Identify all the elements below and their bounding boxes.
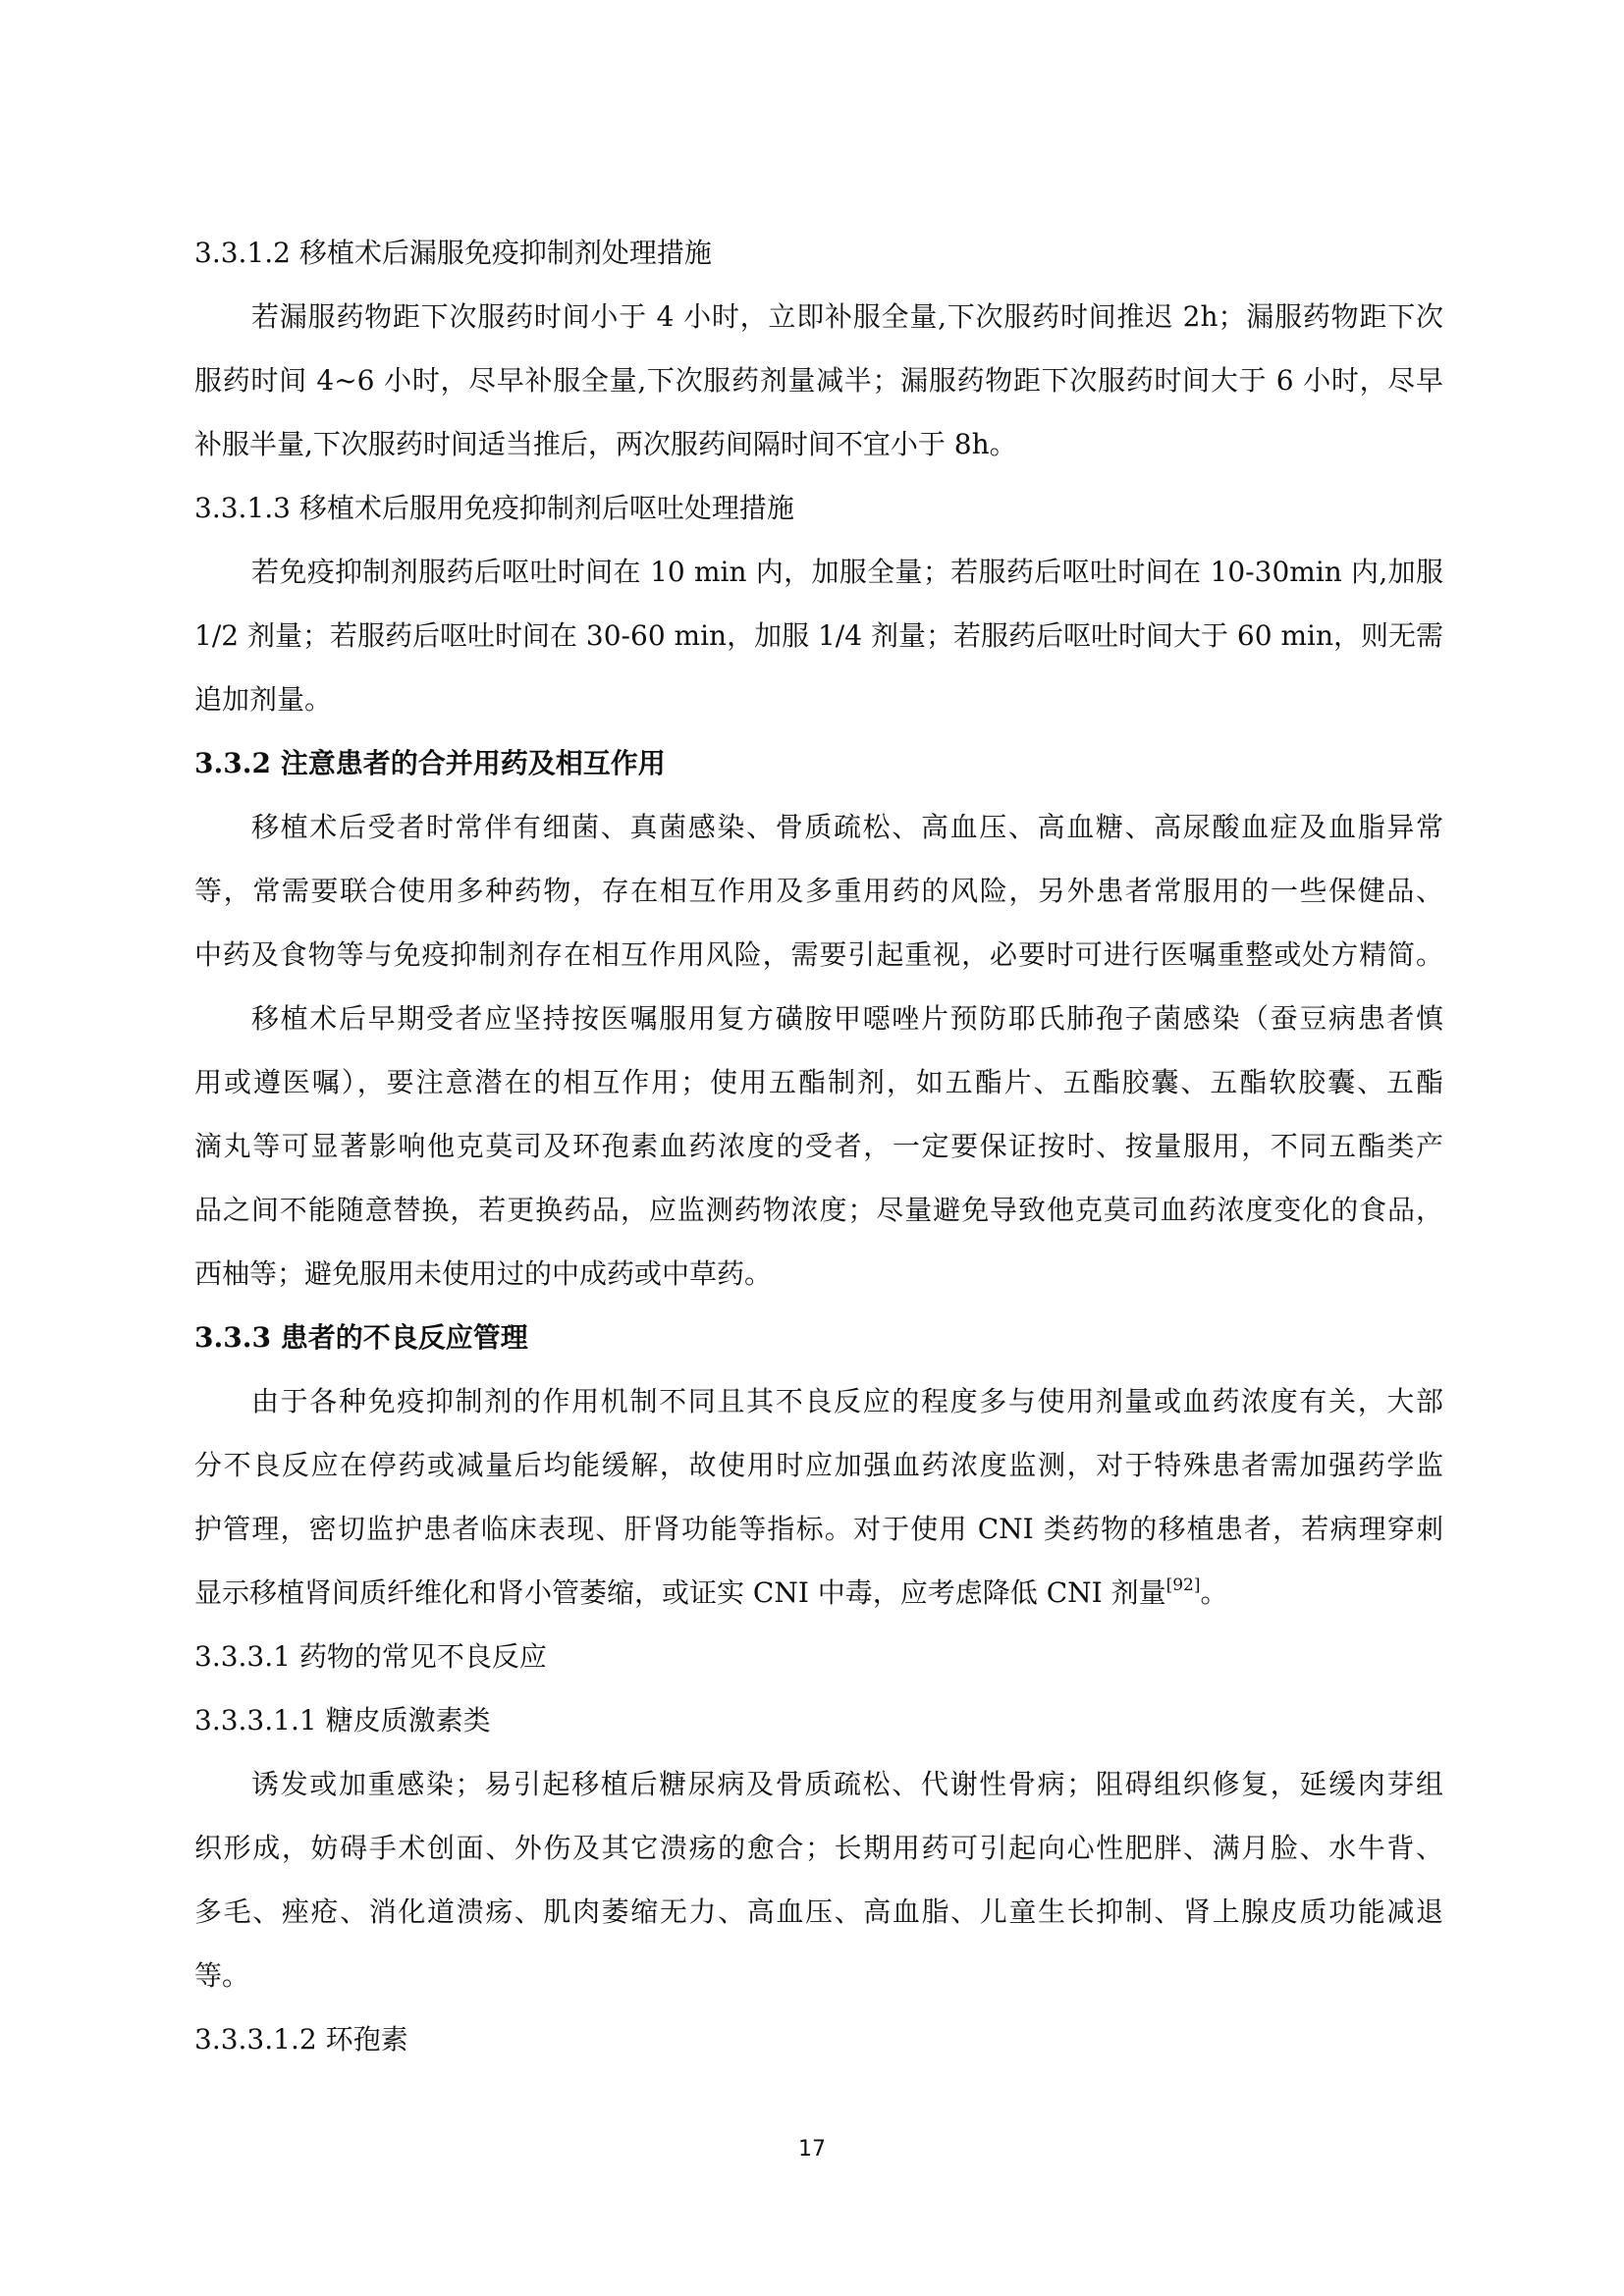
- subsection-heading-3-3-3-1-1: 3.3.3.1.1 糖皮质激素类: [194, 1704, 491, 1736]
- page-body: [194, 221, 1443, 2071]
- page-number: 17: [798, 2137, 826, 2162]
- subsection-heading-3-3-1-2: 3.3.1.2 移植术后漏服免疫抑制剂处理措施: [194, 237, 712, 269]
- paragraph-line: 多毛、痤疮、消化道溃疡、肌肉萎缩无力、高血压、高血脂、儿童生长抑制、肾上腺皮质功能减退: [194, 1896, 1443, 1928]
- paragraph-line: 追加剂量。: [194, 683, 333, 716]
- subsection-heading-3-3-3-1: 3.3.3.1 药物的常见不良反应: [194, 1640, 547, 1673]
- paragraph-line: 移植术后早期受者应坚持按医嘱服用复方磺胺甲噁唑片预防耶氏肺孢子菌感染（蚕豆病患者慎: [251, 1002, 1443, 1035]
- section-heading-3-3-3: 3.3.3 患者的不良反应管理: [194, 1321, 528, 1354]
- paragraph-line: 由于各种免疫抑制剂的作用机制不同且其不良反应的程度多与使用剂量或血药浓度有关，大部: [251, 1385, 1443, 1417]
- paragraph-line: 等，常需要联合使用多种药物，存在相互作用及多重用药的风险，另外患者常服用的一些保健品、: [194, 875, 1443, 907]
- sentence-end: 。: [1200, 1576, 1228, 1609]
- paragraph-line: 用或遵医嘱），要注意潜在的相互作用；使用五酯制剂，如五酯片、五酯胶囊、五酯软胶囊、五酯: [194, 1066, 1443, 1098]
- paragraph-line: 滴丸等可显著影响他克莫司及环孢素血药浓度的受者，一定要保证按时、按量服用，不同五酯类产: [194, 1130, 1443, 1162]
- paragraph-line: 诱发或加重感染；易引起移植后糖尿病及骨质疏松、代谢性骨病；阻碍组织修复，延缓肉芽组: [251, 1768, 1443, 1800]
- paragraph-line: 西柚等；避免服用未使用过的中成药或中草药。: [194, 1257, 773, 1290]
- subsection-heading-3-3-3-1-2: 3.3.3.1.2 环孢素: [194, 2023, 408, 2056]
- paragraph-line-with-citation: [194, 1561, 1443, 1625]
- paragraph-line: 护管理，密切监护患者临床表现、肝肾功能等指标。对于使用 CNI 类药物的移植患者，若病理穿刺: [194, 1513, 1443, 1545]
- paragraph-text: 显示移植肾间质纤维化和肾小管萎缩，或证实 CNI 中毒，应考虑降低 CNI 剂量: [194, 1576, 1166, 1609]
- paragraph-line: 等。: [194, 1959, 250, 1992]
- paragraph-line: 1/2 剂量；若服药后呕吐时间在 30-60 min，加服 1/4 剂量；若服药后呕吐时间大于 60 min，则无需: [194, 619, 1443, 652]
- paragraph-line: 分不良反应在停药或减量后均能缓解，故使用时应加强血药浓度监测，对于特殊患者需加强药学监: [194, 1449, 1443, 1481]
- paragraph-line: 补服半量,下次服药时间适当推后，两次服药间隔时间不宜小于 8h。: [194, 428, 1017, 460]
- paragraph-line: 若免疫抑制剂服药后呕吐时间在 10 min 内，加服全量；若服药后呕吐时间在 10-30min 内,加服: [251, 556, 1443, 588]
- paragraph-line: 中药及食物等与免疫抑制剂存在相互作用风险，需要引起重视，必要时可进行医嘱重整或处方精简。: [194, 938, 1443, 971]
- paragraph-line: 服药时间 4~6 小时，尽早补服全量,下次服药剂量减半；漏服药物距下次服药时间大于 6 小时，尽早: [194, 364, 1443, 397]
- paragraph-line: 品之间不能随意替换，若更换药品，应监测药物浓度；尽量避免导致他克莫司血药浓度变化的食品，: [194, 1194, 1443, 1226]
- paragraph-line: 织形成，妨碍手术创面、外伤及其它溃疡的愈合；长期用药可引起向心性肥胖、满月脸、水牛背、: [194, 1832, 1443, 1864]
- section-heading-3-3-2: 3.3.2 注意患者的合并用药及相互作用: [194, 747, 666, 779]
- paragraph-line: 移植术后受者时常伴有细菌、真菌感染、骨质疏松、高血压、高血糖、高尿酸血症及血脂异常: [251, 811, 1443, 843]
- paragraph-line: 若漏服药物距下次服药时间小于 4 小时，立即补服全量,下次服药时间推迟 2h；漏服药物距下次: [251, 300, 1443, 333]
- subsection-heading-3-3-1-3: 3.3.1.3 移植术后服用免疫抑制剂后呕吐处理措施: [194, 492, 794, 524]
- citation-reference: [92]: [1165, 1575, 1201, 1595]
